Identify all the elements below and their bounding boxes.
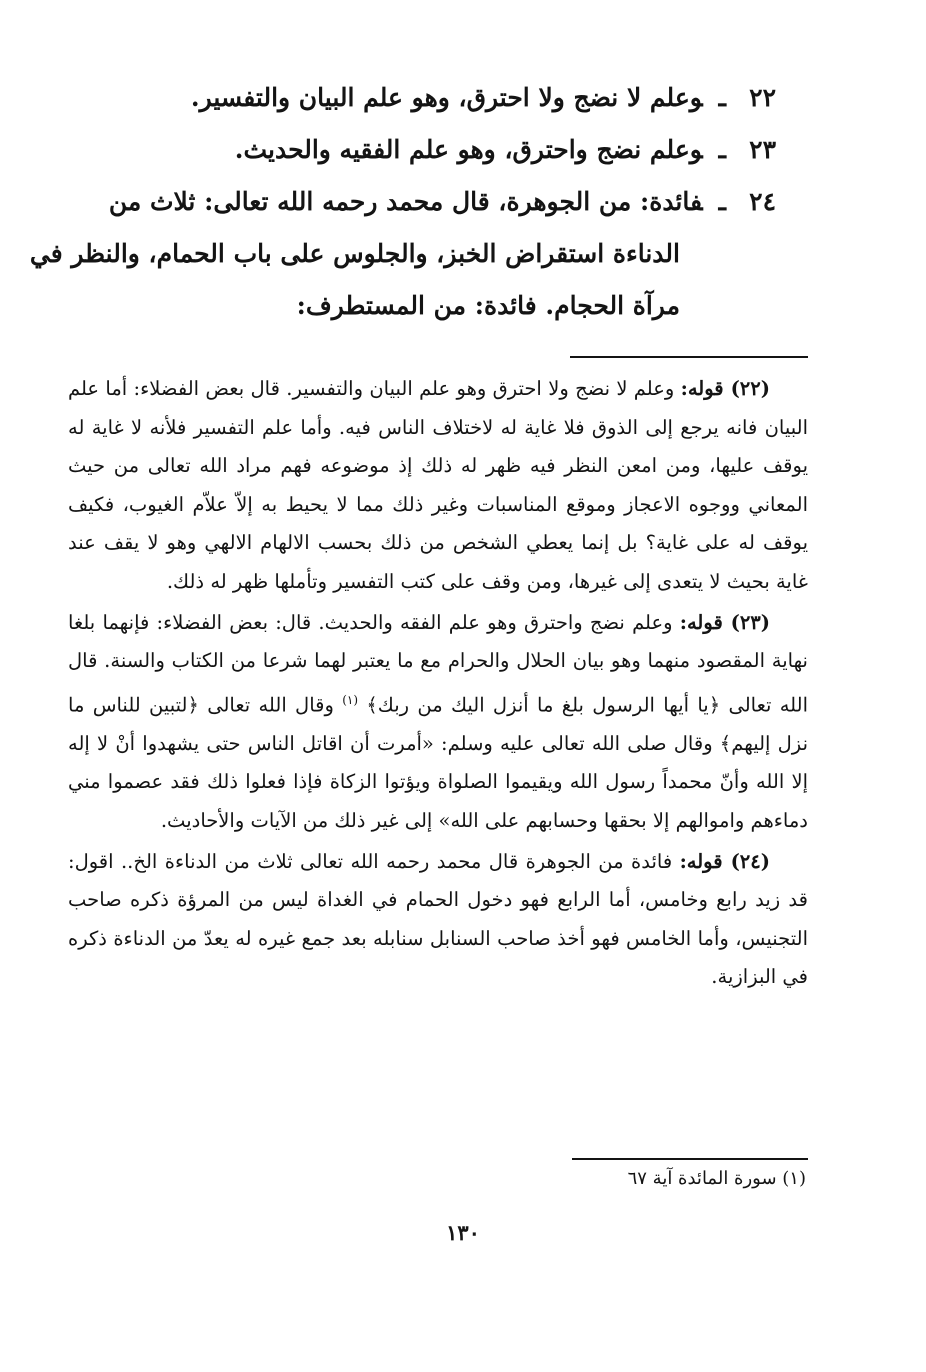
item-text: فائدة: من الجوهرة، قال محمد رحمه الله تعالى: ثلاث من [108, 187, 703, 216]
commentary [68, 370, 808, 997]
footnote: (١) سورة المائدة آية ٦٧ [627, 1168, 806, 1189]
main-item [76, 72, 776, 124]
main-item [76, 176, 776, 228]
note-text: وعلم لا نضج ولا احترق وهو علم البيان والتفسير. قال بعض الفضلاء: أما علم البيان فانه يرجع إلى الذوق فلا غاية له لاختلاف الناس فيه. وأما علم التفسير فلأنه لا غاية له يوقف عليها، ومن امعن النظر فيه ظهر له ذلك إذ موضوعه فهم مراد الله تعالى من حيث المعاني ووجوه الاعجاز وموقع المناسبات وغير ذلك مما لا يحيط به إلاّ علاّم الغيوب، فكيف يوقف له على غاية؟ بل إنما يعطي الشخص من ذلك بحسب الالهام الالهي وهو لا يقف عند غاية بحيث لا يتعدى إلى غيرها، ومن وقف على كتب التفسير وتأملها ظهر له ذلك. [68, 377, 808, 593]
item-number: ٢٣ [749, 135, 776, 164]
item-text: وعلم نضج واحترق، وهو علم الفقيه والحديث. [234, 135, 703, 164]
note-text: وعلم نضج واحترق وهو علم الفقه والحديث. قال: بعض الفضلاء: فإنهما بلغا نهاية المقصود منهما وهو بيان الحلال والحرام مع ما يعتبر لهما شرعا من الكتاب والسنة. قال الله تعالى ﴿يا أيها الرسول بلغ ما أنزل اليك من ربك﴾ [68, 610, 808, 717]
note-paragraph [68, 370, 808, 602]
note-label: (٢٣) قوله: [679, 610, 770, 634]
item-continuation: الدناءة استقراض الخبز، والجلوس على باب الحمام، والنظر في [29, 239, 680, 268]
note-text: فائدة من الجوهرة قال محمد رحمه الله تعالى ثلاث من الدناءة الخ.. اقول: قد زيد رابع وخامس، أما الرابع فهو دخول الحمام في الغداة ليس من المرؤة ذكره صاحب التجنيس، وأما الخامس فهو أخذ صاحب السنابل سنابله بعد جمع غيره له يعدّ من الدناءة ذكره في البزازية. [68, 849, 808, 989]
item-dash: ـ [718, 187, 726, 216]
note-paragraph [68, 843, 808, 997]
note-label: (٢٤) قوله: [679, 849, 770, 873]
item-dash: ـ [718, 135, 726, 164]
item-dash: ـ [718, 83, 726, 112]
note-paragraph [68, 604, 808, 841]
footnote-rule [572, 1158, 808, 1160]
item-number: ٢٤ [749, 187, 776, 216]
footnote-ref: (١) [342, 692, 359, 707]
separator-rule [570, 356, 808, 358]
item-number: ٢٢ [749, 83, 776, 112]
main-text [29, 72, 776, 332]
item-continuation: مرآة الحجام. فائدة: من المستطرف: [296, 291, 680, 320]
main-item [76, 124, 776, 176]
note-text: وقال الله تعالى ﴿لتبين للناس ما نزل إليهم﴾ وقال صلى الله تعالى عليه وسلم: «أمرت أن اقاتل الناس حتى يشهدوا أنْ لا إله إلا الله وأنّ محمداً رسول الله ويقيموا الصلواة ويؤتوا الزكاة فإذا فعلوا ذلك فقد عصموا مني دماءهم واموالهم إلا بحقها وحسابهم على الله» إلى غير ذلك من الآيات والأحاديث. [68, 693, 808, 833]
page-number: ١٣٠ [446, 1220, 480, 1245]
item-text: وعلم لا نضج ولا احترق، وهو علم البيان والتفسير. [190, 83, 703, 112]
note-label: (٢٢) قوله: [680, 377, 770, 400]
